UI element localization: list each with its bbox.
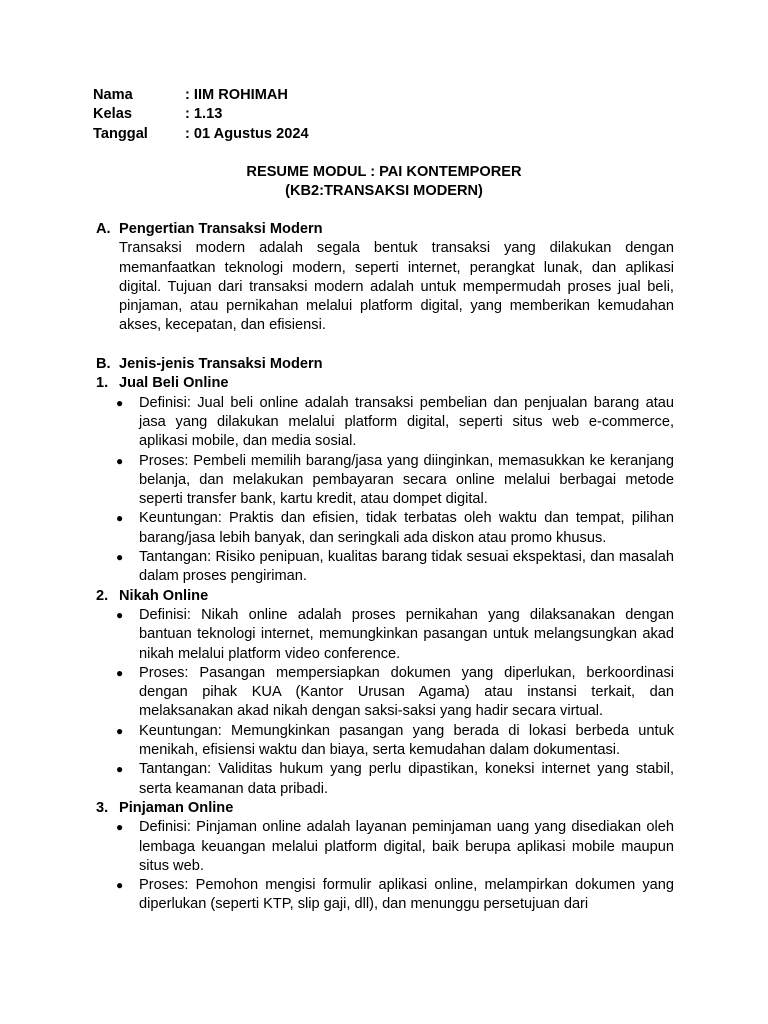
class-row — [93, 105, 309, 124]
class-label: Kelas — [93, 106, 132, 123]
bullet-list-jual-beli — [96, 394, 674, 587]
list-item-text: Tantangan: Validitas hukum yang perlu dipastikan, koneksi internet yang stabil, serta keamanan data pribadi. — [139, 761, 674, 797]
item-marker: 2. — [96, 587, 109, 604]
date-label: Tanggal — [93, 125, 148, 142]
title-line-1: RESUME MODUL : PAI KONTEMPORER — [246, 164, 522, 180]
item-heading-jual-beli — [96, 374, 674, 393]
bullet-icon: ● — [116, 665, 124, 680]
bullet-icon: ● — [116, 511, 124, 526]
item-marker: 1. — [96, 375, 109, 392]
section-a-heading — [96, 220, 674, 239]
section-a-marker: A. — [96, 221, 111, 237]
list-item-text: Definisi: Nikah online adalah proses pernikahan yang dilaksanakan dengan bantuan teknologi internet, memungkinkan pasangan untuk melangsungkan akad nikah melalui platform video conference. — [139, 606, 674, 662]
section-b-heading — [96, 355, 674, 374]
item-heading-pinjaman — [96, 799, 674, 818]
list-item-text: Tantangan: Risiko penipuan, kualitas barang tidak sesuai ekspektasi, dan masalah dalam proses pengiriman. — [139, 549, 674, 585]
list-item — [116, 509, 674, 548]
section-b-title: Jenis-jenis Transaksi Modern — [119, 356, 323, 373]
bullet-icon: ● — [116, 820, 124, 835]
list-item — [116, 452, 674, 510]
item-title: Pinjaman Online — [119, 799, 234, 816]
item-title: Nikah Online — [119, 587, 209, 604]
list-item — [116, 818, 674, 876]
document-body — [96, 220, 674, 915]
list-item — [116, 606, 674, 664]
bullet-icon: ● — [116, 607, 124, 622]
bullet-icon: ● — [116, 453, 124, 468]
list-item-text: Proses: Pembeli memilih barang/jasa yang diinginkan, memasukkan ke keranjang belanja, dan melakukan pembayaran secara online melalui berbagai metode seperti transfer bank, kartu kredit, atau dompet digital. — [139, 452, 674, 508]
item-heading-nikah — [96, 587, 674, 606]
section-a-paragraph: Transaksi modern adalah segala bentuk transaksi yang dilakukan dengan memanfaatkan teknologi modern, seperti internet, perangkat lunak, dan aplikasi digital. Tujuan dari transaksi modern adalah untuk mempermudah proses jual beli, pinjaman, atau pernikahan melalui platform digital, yang memberikan kemudahan akses, kecepatan, dan efisiensi. — [119, 240, 674, 334]
section-a-title: Pengertian Transaksi Modern — [119, 221, 323, 237]
date-row — [93, 125, 309, 144]
item-marker: 3. — [96, 799, 109, 816]
list-item-text: Keuntungan: Praktis dan efisien, tidak terbatas oleh waktu dan tempat, pilihan barang/jasa lebih banyak, dan seringkali ada diskon atau promo khusus. — [139, 510, 674, 546]
title-line-2: (KB2:TRANSAKSI MODERN) — [285, 183, 483, 200]
list-item — [116, 548, 674, 587]
bullet-icon: ● — [116, 395, 124, 410]
bullet-icon: ● — [116, 762, 124, 777]
date-value: : 01 Agustus 2024 — [185, 125, 309, 142]
class-value: : 1.13 — [185, 106, 223, 123]
bullet-list-nikah — [96, 606, 674, 799]
list-item — [116, 394, 674, 452]
bullet-icon: ● — [116, 723, 124, 738]
bullet-icon: ● — [116, 878, 124, 893]
list-item-text: Proses: Pasangan mempersiapkan dokumen yang diperlukan, berkoordinasi dengan pihak KUA (Kantor Urusan Agama) atau instansi terkait, dan melaksanakan akad nikah dengan saksi-saksi yang hadir secara virtual. — [139, 664, 674, 720]
list-item-text: Definisi: Pinjaman online adalah layanan peminjaman uang yang disediakan oleh lembaga keuangan melalui platform digital, baik berupa aplikasi mobile maupun situs web. — [139, 819, 674, 874]
name-label: Nama — [93, 87, 133, 103]
list-item — [116, 876, 674, 915]
bullet-icon: ● — [116, 550, 124, 565]
list-item — [116, 664, 674, 722]
item-title: Jual Beli Online — [119, 375, 229, 392]
name-row — [93, 86, 309, 105]
document-title — [0, 163, 768, 202]
name-value: : IIM ROHIMAH — [185, 87, 288, 103]
list-item-text: Definisi: Jual beli online adalah transaksi pembelian dan penjualan barang atau jasa yang dilakukan melalui platform digital, seperti situs web e-commerce, aplikasi mobile, dan media sosial. — [139, 394, 674, 450]
list-item — [116, 722, 674, 761]
list-item-text: Proses: Pemohon mengisi formulir aplikasi online, melampirkan dokumen yang diperlukan (seperti KTP, slip gaji, dll), dan menunggu persetujuan dari — [139, 877, 674, 913]
student-info — [93, 86, 309, 144]
section-b-marker: B. — [96, 356, 111, 373]
bullet-list-pinjaman — [96, 818, 674, 914]
list-item — [116, 760, 674, 799]
list-item-text: Keuntungan: Memungkinkan pasangan yang berada di lokasi berbeda untuk menikah, efisiensi waktu dan biaya, serta kemudahan dalam dokumentasi. — [139, 722, 674, 759]
